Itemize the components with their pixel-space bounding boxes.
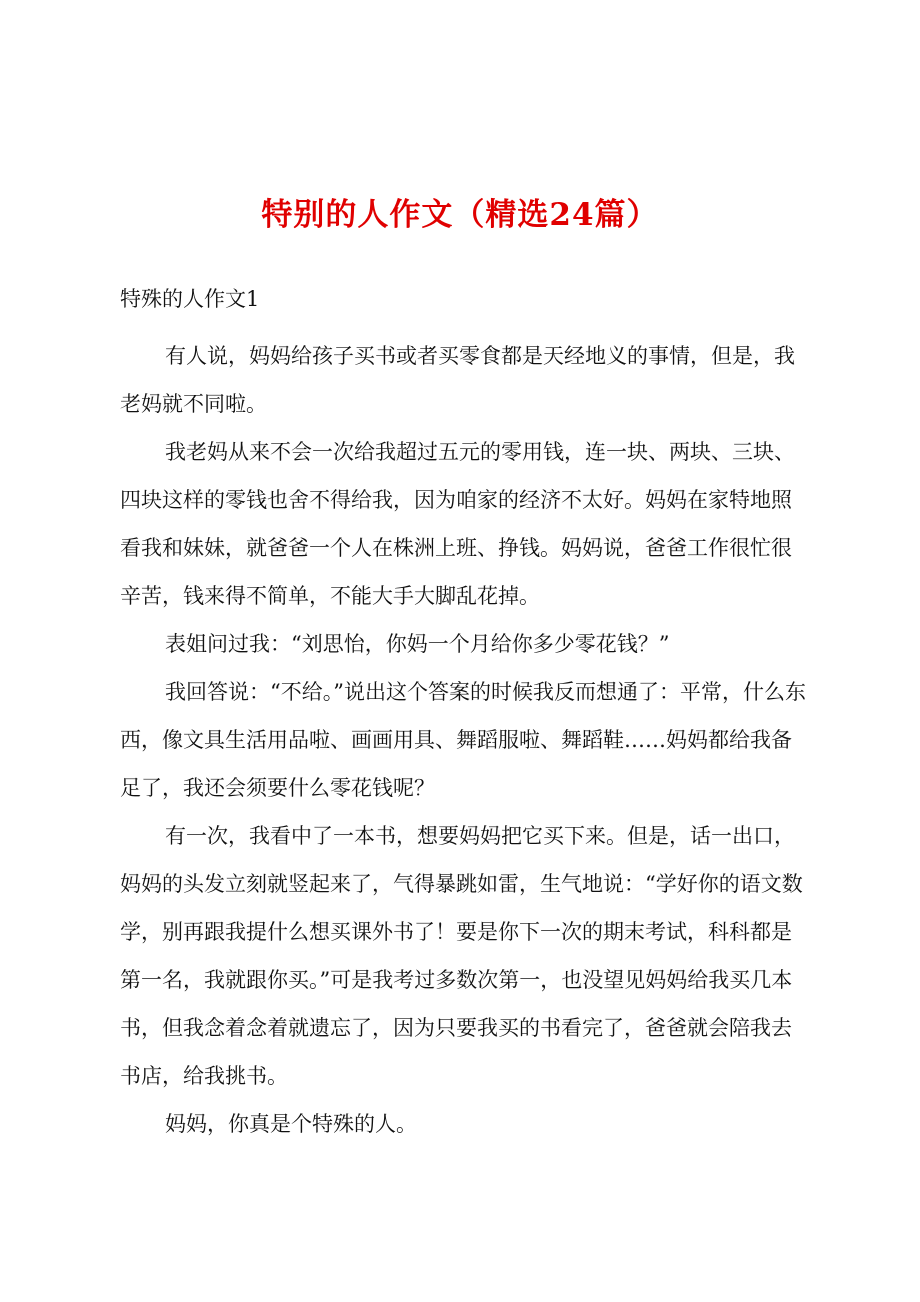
paragraph-2: 我老妈从来不会一次给我超过五元的零用钱，连一块、两块、三块、四块这样的零钱也舍不得给我，因为咱家的经济不太好。妈妈在家特地照看我和妹妹，就爸爸一个人在株洲上班、挣钱。妈妈说，爸爸工作很忙很辛苦，钱来得不简单，不能大手大脚乱花掉。 bbox=[120, 440, 795, 608]
paragraph-6: 妈妈，你真是个特殊的人。 bbox=[165, 1112, 417, 1136]
paragraph-3: 表姐问过我：“刘思怡，你妈一个月给你多少零花钱？” bbox=[165, 632, 670, 656]
document-title: 特别的人作文（精选24篇） bbox=[261, 197, 659, 233]
paragraph-5: 有一次，我看中了一本书，想要妈妈把它买下来。但是，话一出口，妈妈的头发立刻就竖起来了，气得暴跳如雷，生气地说：“学好你的语文数学，别再跟我提什么想买课外书了！要是你下一次的期末考试，科科都是第一名，我就跟你买。”可是我考过多数次第一，也没望见妈妈给我买几本书，但我念着念着就遗忘了，因为只要我买的书看完了，爸爸就会陪我去书店，给我挑书。 bbox=[120, 824, 803, 1088]
paragraph-1: 有人说，妈妈给孩子买书或者买零食都是天经地义的事情，但是，我老妈就不同啦。 bbox=[120, 344, 795, 416]
essay-body bbox=[120, 332, 810, 1148]
paragraph-4: 我回答说：“不给。”说出这个答案的时候我反而想通了：平常，什么东西，像文具生活用品啦、画画用具、舞蹈服啦、舞蹈鞋……妈妈都给我备足了，我还会须要什么零花钱呢？ bbox=[120, 680, 806, 800]
essay-heading: 特殊的人作文1 bbox=[120, 287, 260, 311]
